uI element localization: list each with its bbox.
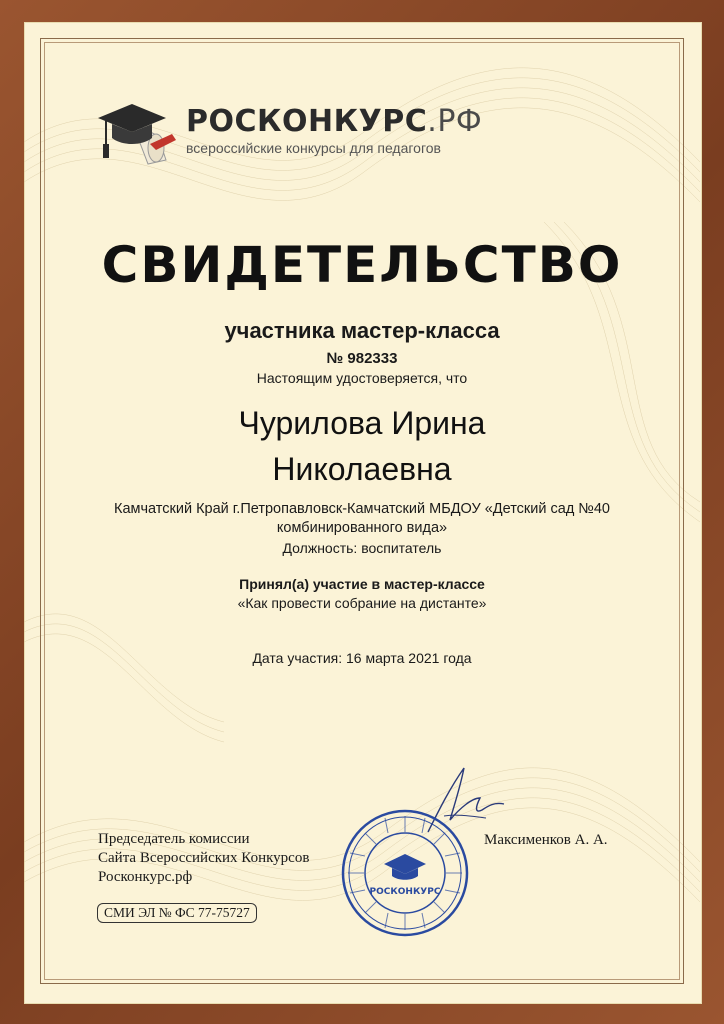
certificate-number: № 982333: [326, 350, 398, 367]
logo-tagline: всероссийские конкурсы для педагогов: [186, 140, 441, 156]
position: Должность: воспитатель: [282, 540, 442, 556]
logo-brand-main: РОСКОНКУРС: [186, 104, 428, 139]
recipient-name-line1: Чурилова Ирина: [238, 405, 486, 441]
logo: [96, 96, 496, 176]
recipient-name-line2: Николаевна: [272, 451, 452, 487]
chair-signature-block: [98, 830, 348, 887]
official-seal: [340, 808, 470, 938]
masterclass-title: «Как провести собрание на дистанте»: [237, 595, 487, 611]
recipient-name: [160, 400, 564, 492]
registration-badge: СМИ ЭЛ № ФС 77-75727: [97, 903, 257, 923]
seal-label: РОСКОНКУРС: [369, 887, 441, 897]
chair-line1: Председатель комиссии: [98, 831, 250, 847]
chair-line2: Сайта Всероссийских Конкурсов: [98, 850, 310, 866]
certificate-title: СВИДЕТЕЛЬСТВО: [101, 236, 623, 294]
took-part-label: Принял(а) участие в мастер-классе: [239, 576, 485, 592]
certify-text: Настоящим удостоверяется, что: [256, 370, 468, 386]
participation-date: Дата участия: 16 марта 2021 года: [252, 650, 472, 666]
chair-line3: Росконкурс.рф: [98, 869, 193, 885]
graduation-cap-with-diploma-icon: [96, 100, 180, 170]
signer-name: Максименков А. А.: [484, 832, 608, 848]
logo-brand-suffix: .РФ: [427, 104, 483, 139]
certificate-subtitle: участника мастер-класса: [224, 318, 500, 343]
logo-brand: [186, 104, 482, 139]
organization: Камчатский Край г.Петропавловск-Камчатский МБДОУ «Детский сад №40 комбинированного вида»: [114, 501, 610, 536]
